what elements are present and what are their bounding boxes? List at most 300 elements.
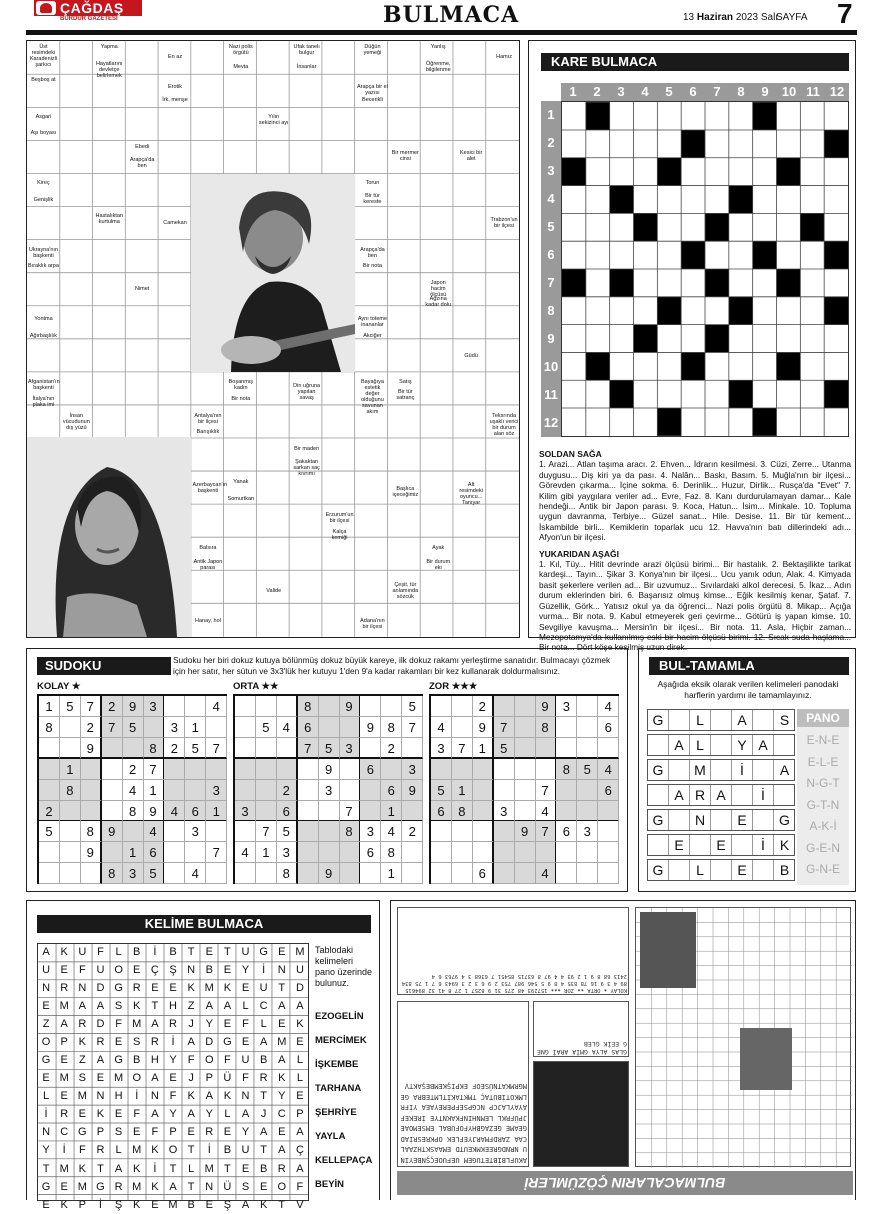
word-search-cell[interactable]: K [278,1072,286,1085]
fill-in-cell[interactable]: A [669,785,690,805]
sudoku-cell[interactable] [473,759,494,780]
word-search-cell[interactable]: E [151,1198,159,1211]
word-search-cell[interactable]: E [60,964,68,977]
word-search-cell[interactable]: U [241,1054,250,1067]
sudoku-cell[interactable] [473,821,494,842]
word-search-cell[interactable]: E [114,1036,123,1049]
sudoku-cell[interactable] [185,759,206,780]
word-search-cell[interactable]: L [115,1144,122,1157]
word-search-cell[interactable]: F [78,1144,86,1157]
sudoku-cell[interactable] [473,801,494,822]
sudoku-cell[interactable]: 5 [144,863,165,884]
word-search-cell[interactable]: F [169,1090,177,1103]
word-search-cell[interactable]: A [241,1108,250,1121]
sudoku-cell[interactable] [235,738,256,759]
word-search-cell[interactable]: F [242,1018,249,1031]
sudoku-cell[interactable]: 6 [598,717,619,738]
sudoku-cell[interactable] [164,780,185,801]
word-search-cell[interactable]: G [114,1054,123,1067]
sudoku-cell[interactable] [235,780,256,801]
sudoku-cell[interactable]: 3 [340,738,361,759]
sudoku-cell[interactable]: 8 [381,842,402,863]
sudoku-cell[interactable]: 4 [536,801,557,822]
sudoku-cell[interactable] [381,696,402,717]
sudoku-cell[interactable]: 9 [340,696,361,717]
sudoku-cell[interactable]: 6 [598,780,619,801]
sudoku-cell[interactable] [256,780,277,801]
sudoku-cell[interactable]: 7 [206,842,227,863]
word-search-cell[interactable]: U [78,946,87,958]
word-search-cell[interactable]: R [132,982,141,995]
sudoku-cell[interactable] [402,863,423,884]
sudoku-cell[interactable] [235,696,256,717]
sudoku-cell[interactable]: 6 [556,821,577,842]
fill-in-cell[interactable]: G [648,810,669,830]
word-search-cell[interactable]: M [204,1162,214,1175]
word-search-cell[interactable]: K [96,1108,105,1121]
sudoku-cell[interactable]: 3 [402,759,423,780]
word-search-cell[interactable]: E [223,1126,232,1139]
sudoku-cell[interactable] [381,759,402,780]
sudoku-cell[interactable]: 2 [402,821,423,842]
word-search-cell[interactable]: E [278,1126,286,1139]
sudoku-cell[interactable] [402,801,423,822]
sudoku-cell[interactable] [515,801,536,822]
word-search-cell[interactable]: E [278,946,286,958]
word-search-cell[interactable]: Z [187,1000,195,1013]
sudoku-cell[interactable] [60,717,81,738]
sudoku-cell[interactable]: 5 [123,717,144,738]
sudoku-cell[interactable] [256,801,277,822]
word-search-cell[interactable]: N [187,964,196,977]
word-search-cell[interactable]: Ş [114,1198,123,1211]
word-search-cell[interactable]: E [42,1198,50,1211]
word-search-cell[interactable]: B [133,946,141,958]
word-search-cell[interactable]: L [224,1108,231,1121]
sudoku-cell[interactable] [452,759,473,780]
sudoku-cell[interactable] [577,780,598,801]
word-search-cell[interactable]: İ [153,946,157,958]
sudoku-cell[interactable]: 6 [360,759,381,780]
word-search-cell[interactable]: K [187,1090,195,1103]
word-search-cell[interactable]: R [60,982,69,995]
sudoku-cell[interactable]: 3 [235,801,256,822]
word-search-cell[interactable]: A [205,1000,213,1013]
word-search-cell[interactable]: P [96,1126,105,1139]
sudoku-cell[interactable] [577,801,598,822]
sudoku-cell[interactable] [206,759,227,780]
sudoku-cell[interactable]: 7 [102,717,123,738]
sudoku-cell[interactable]: 5 [60,696,81,717]
sudoku-cell[interactable] [360,696,381,717]
sudoku-cell[interactable] [577,863,598,884]
sudoku-cell[interactable] [206,717,227,738]
word-search-cell[interactable]: T [151,1000,159,1013]
sudoku-cell[interactable] [452,842,473,863]
sudoku-cell[interactable]: 9 [81,738,102,759]
sudoku-cell[interactable] [577,717,598,738]
word-search-cell[interactable]: U [42,964,51,977]
word-search-cell[interactable]: G [114,982,123,995]
word-search-cell[interactable]: İ [98,1198,102,1211]
word-search-cell[interactable]: A [187,1036,195,1049]
sudoku-cell[interactable] [102,738,123,759]
sudoku-cell[interactable]: 3 [556,696,577,717]
sudoku-cell[interactable]: 3 [123,863,144,884]
sudoku-cell[interactable] [319,821,340,842]
word-search-cell[interactable]: B [223,1144,232,1157]
sudoku-cell[interactable] [452,821,473,842]
fill-in-cell[interactable] [669,810,690,830]
fill-in-cell[interactable] [648,835,669,855]
sudoku-cell[interactable] [556,842,577,863]
word-search-cell[interactable]: M [295,946,305,958]
word-search-cell[interactable]: E [42,1072,50,1085]
fill-in-cell[interactable]: İ [753,835,774,855]
sudoku-cell[interactable] [164,842,185,863]
fill-in-cell[interactable] [669,710,690,730]
word-search-cell[interactable]: İ [207,1144,211,1157]
word-search-cell[interactable]: A [96,1000,105,1013]
word-search-cell[interactable]: O [41,1036,51,1049]
sudoku-cell[interactable] [340,842,361,863]
word-search-cell[interactable]: E [241,1162,250,1175]
sudoku-cell[interactable] [556,717,577,738]
word-search-cell[interactable]: P [296,1108,304,1121]
sudoku-cell[interactable] [39,863,60,884]
sudoku-cell[interactable] [123,821,144,842]
sudoku-cell[interactable] [515,717,536,738]
sudoku-cell[interactable] [81,759,102,780]
word-search-cell[interactable]: T [42,1162,50,1175]
sudoku-cell[interactable]: 8 [556,759,577,780]
word-search-cell[interactable]: A [60,1018,68,1031]
sudoku-cell[interactable] [340,780,361,801]
sudoku-cell[interactable] [452,717,473,738]
word-search-cell[interactable]: O [204,1054,214,1067]
word-search-cell[interactable]: R [150,1036,159,1049]
sudoku-cell[interactable]: 4 [164,801,185,822]
word-search-cell[interactable]: Y [42,1144,50,1157]
word-search-cell[interactable]: K [259,1198,268,1211]
fill-in-cell[interactable]: B [779,862,790,878]
fill-in-cell[interactable]: A [753,735,774,755]
sudoku-cell[interactable] [277,759,298,780]
word-search-cell[interactable]: L [43,1090,50,1103]
word-search-cell[interactable]: Ş [169,964,177,977]
sudoku-cell[interactable]: 4 [431,717,452,738]
sudoku-cell[interactable] [577,738,598,759]
sudoku-cell[interactable] [494,863,515,884]
sudoku-cell[interactable] [319,717,340,738]
word-search-cell[interactable]: G [41,1054,51,1067]
word-search-cell[interactable]: Y [169,1108,177,1121]
word-search-cell[interactable]: N [150,1090,159,1103]
sudoku-cell[interactable] [185,696,206,717]
sudoku-cell[interactable]: 1 [206,801,227,822]
word-search-cell[interactable]: E [223,964,232,977]
word-search-cell[interactable]: T [187,946,195,958]
sudoku-cell[interactable]: 8 [102,863,123,884]
sudoku-cell[interactable]: 8 [452,801,473,822]
sudoku-cell[interactable] [340,863,361,884]
word-search-cell[interactable]: A [96,1054,105,1067]
word-search-cell[interactable]: M [77,1180,87,1193]
sudoku-cell[interactable] [556,863,577,884]
sudoku-cell[interactable]: 4 [144,821,165,842]
sudoku-cell[interactable]: 7 [81,696,102,717]
word-search-cell[interactable]: T [278,1198,286,1211]
word-search-cell[interactable]: A [296,1126,304,1139]
sudoku-cell[interactable] [60,863,81,884]
word-search-cell[interactable]: L [188,1162,195,1175]
sudoku-cell[interactable] [473,780,494,801]
word-search-cell[interactable]: F [224,1054,231,1067]
sudoku-cell[interactable] [431,821,452,842]
word-search-cell[interactable]: E [96,1072,105,1085]
sudoku-cell[interactable]: 5 [185,738,206,759]
word-search-cell[interactable]: P [78,1198,86,1211]
sudoku-cell[interactable] [256,738,277,759]
sudoku-cell[interactable]: 1 [123,842,144,863]
word-search-cell[interactable]: H [150,1054,159,1067]
word-search-cell[interactable]: Ü [223,1072,232,1085]
sudoku-cell[interactable] [515,780,536,801]
word-search-cell[interactable]: B [187,1198,195,1211]
word-search-cell[interactable]: V [296,1198,304,1211]
sudoku-cell[interactable] [536,842,557,863]
word-search-cell[interactable]: E [296,1036,304,1049]
sudoku-cell[interactable] [515,842,536,863]
sudoku-cell[interactable]: 2 [81,717,102,738]
sudoku-cell[interactable]: 5 [256,717,277,738]
word-search-cell[interactable]: G [96,1180,105,1193]
sudoku-cell[interactable]: 7 [340,801,361,822]
word-search-cell[interactable]: R [205,1126,214,1139]
sudoku-cell[interactable] [431,696,452,717]
sudoku-cell[interactable]: 5 [494,738,515,759]
sudoku-cell[interactable] [206,821,227,842]
fill-in-cell[interactable]: A [669,735,690,755]
sudoku-cell[interactable]: 9 [402,780,423,801]
sudoku-cell[interactable] [298,759,319,780]
word-search-cell[interactable]: J [260,1108,267,1121]
word-search-cell[interactable]: H [114,1090,123,1103]
sudoku-cell[interactable]: 5 [402,696,423,717]
word-search-cell[interactable]: U [96,964,105,977]
word-search-cell[interactable]: E [223,1018,232,1031]
fill-in-cell[interactable] [648,735,669,755]
word-search-cell[interactable]: İ [171,1036,175,1049]
sudoku-cell[interactable]: 7 [494,717,515,738]
sudoku-cell[interactable]: 5 [39,821,60,842]
sudoku-cell[interactable] [81,863,102,884]
sudoku-cell[interactable]: 1 [381,801,402,822]
word-search-cell[interactable]: R [60,1108,69,1121]
word-search-cell[interactable]: T [169,1162,177,1175]
sudoku-cell[interactable]: 6 [360,842,381,863]
sudoku-cell[interactable] [494,842,515,863]
word-search-cell[interactable]: S [133,1036,141,1049]
word-search-cell[interactable]: O [114,964,123,977]
sudoku-cell[interactable]: 9 [360,717,381,738]
sudoku-cell[interactable] [102,801,123,822]
word-search-cell[interactable]: M [204,982,214,995]
fill-in-cell[interactable]: A [779,762,790,778]
sudoku-cell[interactable] [360,863,381,884]
word-search-cell[interactable]: E [205,946,213,958]
word-search-cell[interactable]: N [241,1090,250,1103]
word-search-cell[interactable]: L [242,1000,249,1013]
word-search-cell[interactable]: A [78,1000,86,1013]
sudoku-cell[interactable]: 7 [452,738,473,759]
sudoku-cell[interactable] [39,842,60,863]
word-search-cell[interactable]: K [151,1144,159,1157]
word-search-cell[interactable]: B [205,964,213,977]
sudoku-cell[interactable]: 3 [360,821,381,842]
word-search-cell[interactable]: K [296,1018,304,1031]
sudoku-cell[interactable]: 5 [431,780,452,801]
word-search-cell[interactable]: P [60,1036,68,1049]
sudoku-cell[interactable]: 6 [298,717,319,738]
word-search-cell[interactable]: E [133,1126,141,1139]
fill-in-cell[interactable] [711,710,732,730]
sudoku-cell[interactable]: 7 [256,821,277,842]
sudoku-cell[interactable] [164,821,185,842]
word-search-cell[interactable]: Y [241,1126,250,1139]
word-search-cell[interactable]: R [96,1144,105,1157]
fill-in-cell[interactable] [774,785,795,805]
word-search-cell[interactable]: E [296,1090,304,1103]
sudoku-cell[interactable]: 7 [206,738,227,759]
sudoku-cell[interactable] [515,738,536,759]
word-search-cell[interactable]: G [41,1180,51,1193]
sudoku-cell[interactable] [164,696,185,717]
sudoku-cell[interactable] [598,863,619,884]
word-search-cell[interactable]: K [78,1162,86,1175]
sudoku-cell[interactable] [515,863,536,884]
word-search-cell[interactable]: Ç [150,964,159,977]
sudoku-cell[interactable] [235,821,256,842]
sudoku-cell[interactable] [102,759,123,780]
fill-in-cell[interactable] [711,735,732,755]
word-search-cell[interactable]: F [187,1054,195,1067]
sudoku-cell[interactable]: 4 [536,863,557,884]
sudoku-cell[interactable] [473,842,494,863]
word-search-cell[interactable]: A [169,1180,177,1193]
word-search-cell[interactable]: P [205,1072,213,1085]
word-search-cell[interactable]: Y [205,1018,213,1031]
word-search-cell[interactable]: A [278,1144,286,1157]
word-search-cell[interactable]: S [114,1000,123,1013]
word-search-cell[interactable]: M [59,1162,69,1175]
sudoku-cell[interactable]: 3 [277,842,298,863]
word-search-cell[interactable]: L [296,1072,303,1085]
sudoku-cell[interactable]: 2 [123,759,144,780]
word-search-cell[interactable]: T [187,1144,195,1157]
word-search-cell[interactable]: G [223,1036,232,1049]
sudoku-cell[interactable] [319,842,340,863]
sudoku-cell[interactable] [598,738,619,759]
fill-in-cell[interactable] [711,760,732,780]
fill-in-cell[interactable] [753,860,774,880]
sudoku-cell[interactable] [164,863,185,884]
word-search-cell[interactable]: M [132,1180,142,1193]
sudoku-cell[interactable] [431,842,452,863]
sudoku-cell[interactable] [277,696,298,717]
word-search-cell[interactable]: E [259,1180,268,1193]
fill-in-cell[interactable] [690,835,711,855]
sudoku-cell[interactable]: 9 [123,696,144,717]
word-search-cell[interactable]: R [259,1072,268,1085]
sudoku-cell[interactable] [431,863,452,884]
fill-in-cell[interactable]: K [779,837,790,853]
sudoku-cell[interactable]: 8 [144,738,165,759]
fill-in-cell[interactable]: R [690,785,711,805]
word-search-cell[interactable]: K [151,1180,159,1193]
fill-in-cell[interactable] [648,785,669,805]
sudoku-cell[interactable]: 7 [402,717,423,738]
sudoku-cell[interactable] [598,801,619,822]
sudoku-cell[interactable] [577,696,598,717]
word-search-cell[interactable]: E [133,964,141,977]
sudoku-cell[interactable]: 9 [515,821,536,842]
sudoku-cell[interactable] [536,738,557,759]
word-search-cell[interactable]: A [259,1126,268,1139]
sudoku-cell[interactable]: 2 [164,738,185,759]
sudoku-cell[interactable]: 8 [81,821,102,842]
sudoku-cell[interactable]: 1 [381,863,402,884]
word-search-cell[interactable]: U [241,1144,250,1157]
sudoku-cell[interactable]: 9 [81,842,102,863]
sudoku-cell[interactable]: 3 [494,801,515,822]
sudoku-cell[interactable] [515,696,536,717]
fill-in-cell[interactable]: G [648,860,669,880]
sudoku-cell[interactable]: 4 [185,863,206,884]
sudoku-cell[interactable]: 8 [277,863,298,884]
fill-in-cell[interactable]: E [669,835,690,855]
word-search-cell[interactable]: İ [262,964,266,977]
fill-in-cell[interactable]: S [779,712,790,728]
sudoku-cell[interactable]: 1 [39,696,60,717]
word-search-cell[interactable]: C [259,1000,268,1013]
sudoku-cell[interactable]: 3 [577,821,598,842]
sudoku-cell[interactable]: 8 [381,717,402,738]
fill-in-cell[interactable]: M [690,760,711,780]
word-search-cell[interactable]: T [97,1162,104,1175]
sudoku-cell[interactable]: 6 [277,801,298,822]
word-search-cell[interactable]: N [96,1090,105,1103]
word-search-cell[interactable]: T [224,1162,231,1175]
word-search-cell[interactable]: F [133,1108,141,1121]
word-search-cell[interactable]: Ü [223,1180,232,1193]
sudoku-cell[interactable] [556,780,577,801]
sudoku-cell[interactable] [102,842,123,863]
word-search-cell[interactable]: L [115,946,122,958]
sudoku-cell[interactable]: 1 [473,738,494,759]
sudoku-cell[interactable] [452,696,473,717]
word-search-cell[interactable]: Ç [295,1144,304,1157]
sudoku-cell[interactable] [319,801,340,822]
sudoku-cell[interactable] [235,863,256,884]
fill-in-cell[interactable] [753,710,774,730]
sudoku-cell[interactable]: 2 [39,801,60,822]
sudoku-cell[interactable] [256,696,277,717]
sudoku-cell[interactable] [60,801,81,822]
fill-in-cell[interactable]: E [732,810,753,830]
word-search-cell[interactable]: J [188,1018,194,1031]
word-search-cell[interactable]: F [115,1018,122,1031]
